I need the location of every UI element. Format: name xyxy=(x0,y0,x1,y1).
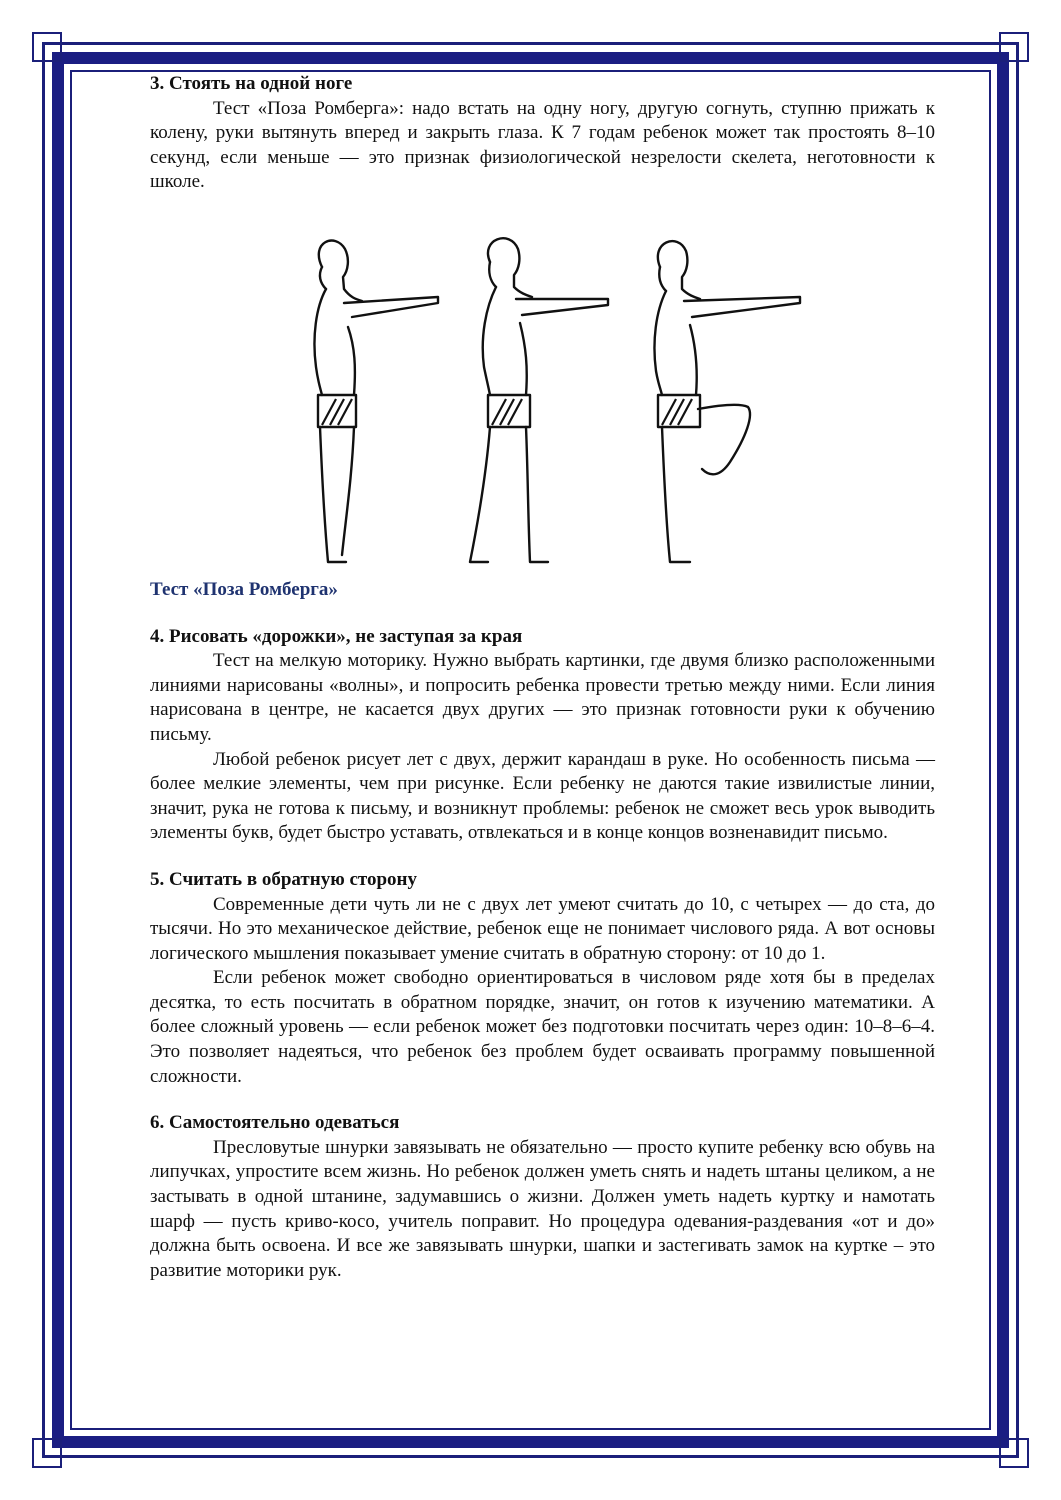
paragraph: Современные дети чуть ли не с двух лет умеют считать до 10, с четырех — до ста, до тысячи. Но это механическое действие, ребенок еще не понимает числового ряда. А вот основы логического мышления показывает умение считать в обратную сторону: от 10 до 1. xyxy=(150,893,935,964)
figure-standing-side xyxy=(314,241,438,562)
spacer xyxy=(150,603,935,625)
figure-standing-feet-apart xyxy=(470,238,608,562)
corner-ornament-top-left xyxy=(32,32,62,62)
spacer xyxy=(150,1089,935,1111)
paragraph: Пресловутые шнурки завязывать не обязательно — просто купите ребенку всю обувь на липучках, упростите всем жизнь. Но ребенок должен уметь снять и надеть штаны целиком, а не застывать в одной штанине, задумавшись о жизни. Должен уметь надеть куртку и намотать шарф — пусть криво-косо, учитель поправит. Но процедура одевания-раздевания «от и до» должна быть освоена. И все же завязывать шнурки, шапки и застегивать замок на куртке – это развитие моторики рук. xyxy=(150,1136,935,1281)
figure-one-leg-raised xyxy=(654,241,800,562)
section-heading: 4. Рисовать «дорожки», не заступая за края xyxy=(150,625,523,647)
document-body xyxy=(150,72,935,1283)
section-heading: 3. Стоять на одной ноге xyxy=(150,73,353,94)
paragraph: Любой ребенок рисует лет с двух, держит карандаш в руке. Но особенность письма — более мелкие элементы, чем при рисунке. Если ребенку не даются такие извилистые линии, значит, рука не готова к письму, и возникнут проблемы: ребенок не сможет весь урок выводить элементы букв, будет быстро уставать, отвлекаться и в конце концов возненавидит письмо. xyxy=(150,748,935,844)
figure-caption: Тест «Поза Ромберга» xyxy=(150,578,338,600)
section-stand-on-one-leg xyxy=(150,72,935,195)
section-draw-paths xyxy=(150,625,935,846)
paragraph: Тест «Поза Ромберга»: надо встать на одну ногу, другую согнуть, ступню прижать к колену, руки вытянуть вперед и закрыть глаза. К 7 годам ребенок может так простоять 8–10 секунд, если меньше — это признак физиологической незрелости скелета, неготовности к школе. xyxy=(150,97,935,193)
section-count-backwards xyxy=(150,868,935,1089)
spacer xyxy=(150,846,935,868)
corner-ornament-top-right xyxy=(999,32,1029,62)
corner-ornament-bottom-left xyxy=(32,1438,62,1468)
section-heading: 5. Считать в обратную сторону xyxy=(150,868,418,890)
section-heading: 6. Самостоятельно одеваться xyxy=(150,1112,400,1134)
paragraph: Тест на мелкую моторику. Нужно выбрать картинки, где двумя близко расположенными линиями нарисованы «волны», и попросить ребенка провести третью между ними. Если линия нарисована в центре, не касается двух других — это признак готовности руки к обучению письму. xyxy=(150,650,935,745)
romberg-pose-illustration xyxy=(150,237,935,572)
corner-ornament-bottom-right xyxy=(999,1438,1029,1468)
section-dress-independently xyxy=(150,1111,935,1283)
romberg-pose-figure xyxy=(150,237,935,572)
paragraph: Если ребенок может свободно ориентироваться в числовом ряде хотя бы в пределах десятка, то есть посчитать в обратном порядке, значит, он готов к изучению математики. А более сложный уровень — если ребенок может без подготовки посчитать через один: 10–8–6–4. Это позволяет надеяться, что ребенок без проблем будет осваивать программу повышенной сложности. xyxy=(150,967,935,1087)
